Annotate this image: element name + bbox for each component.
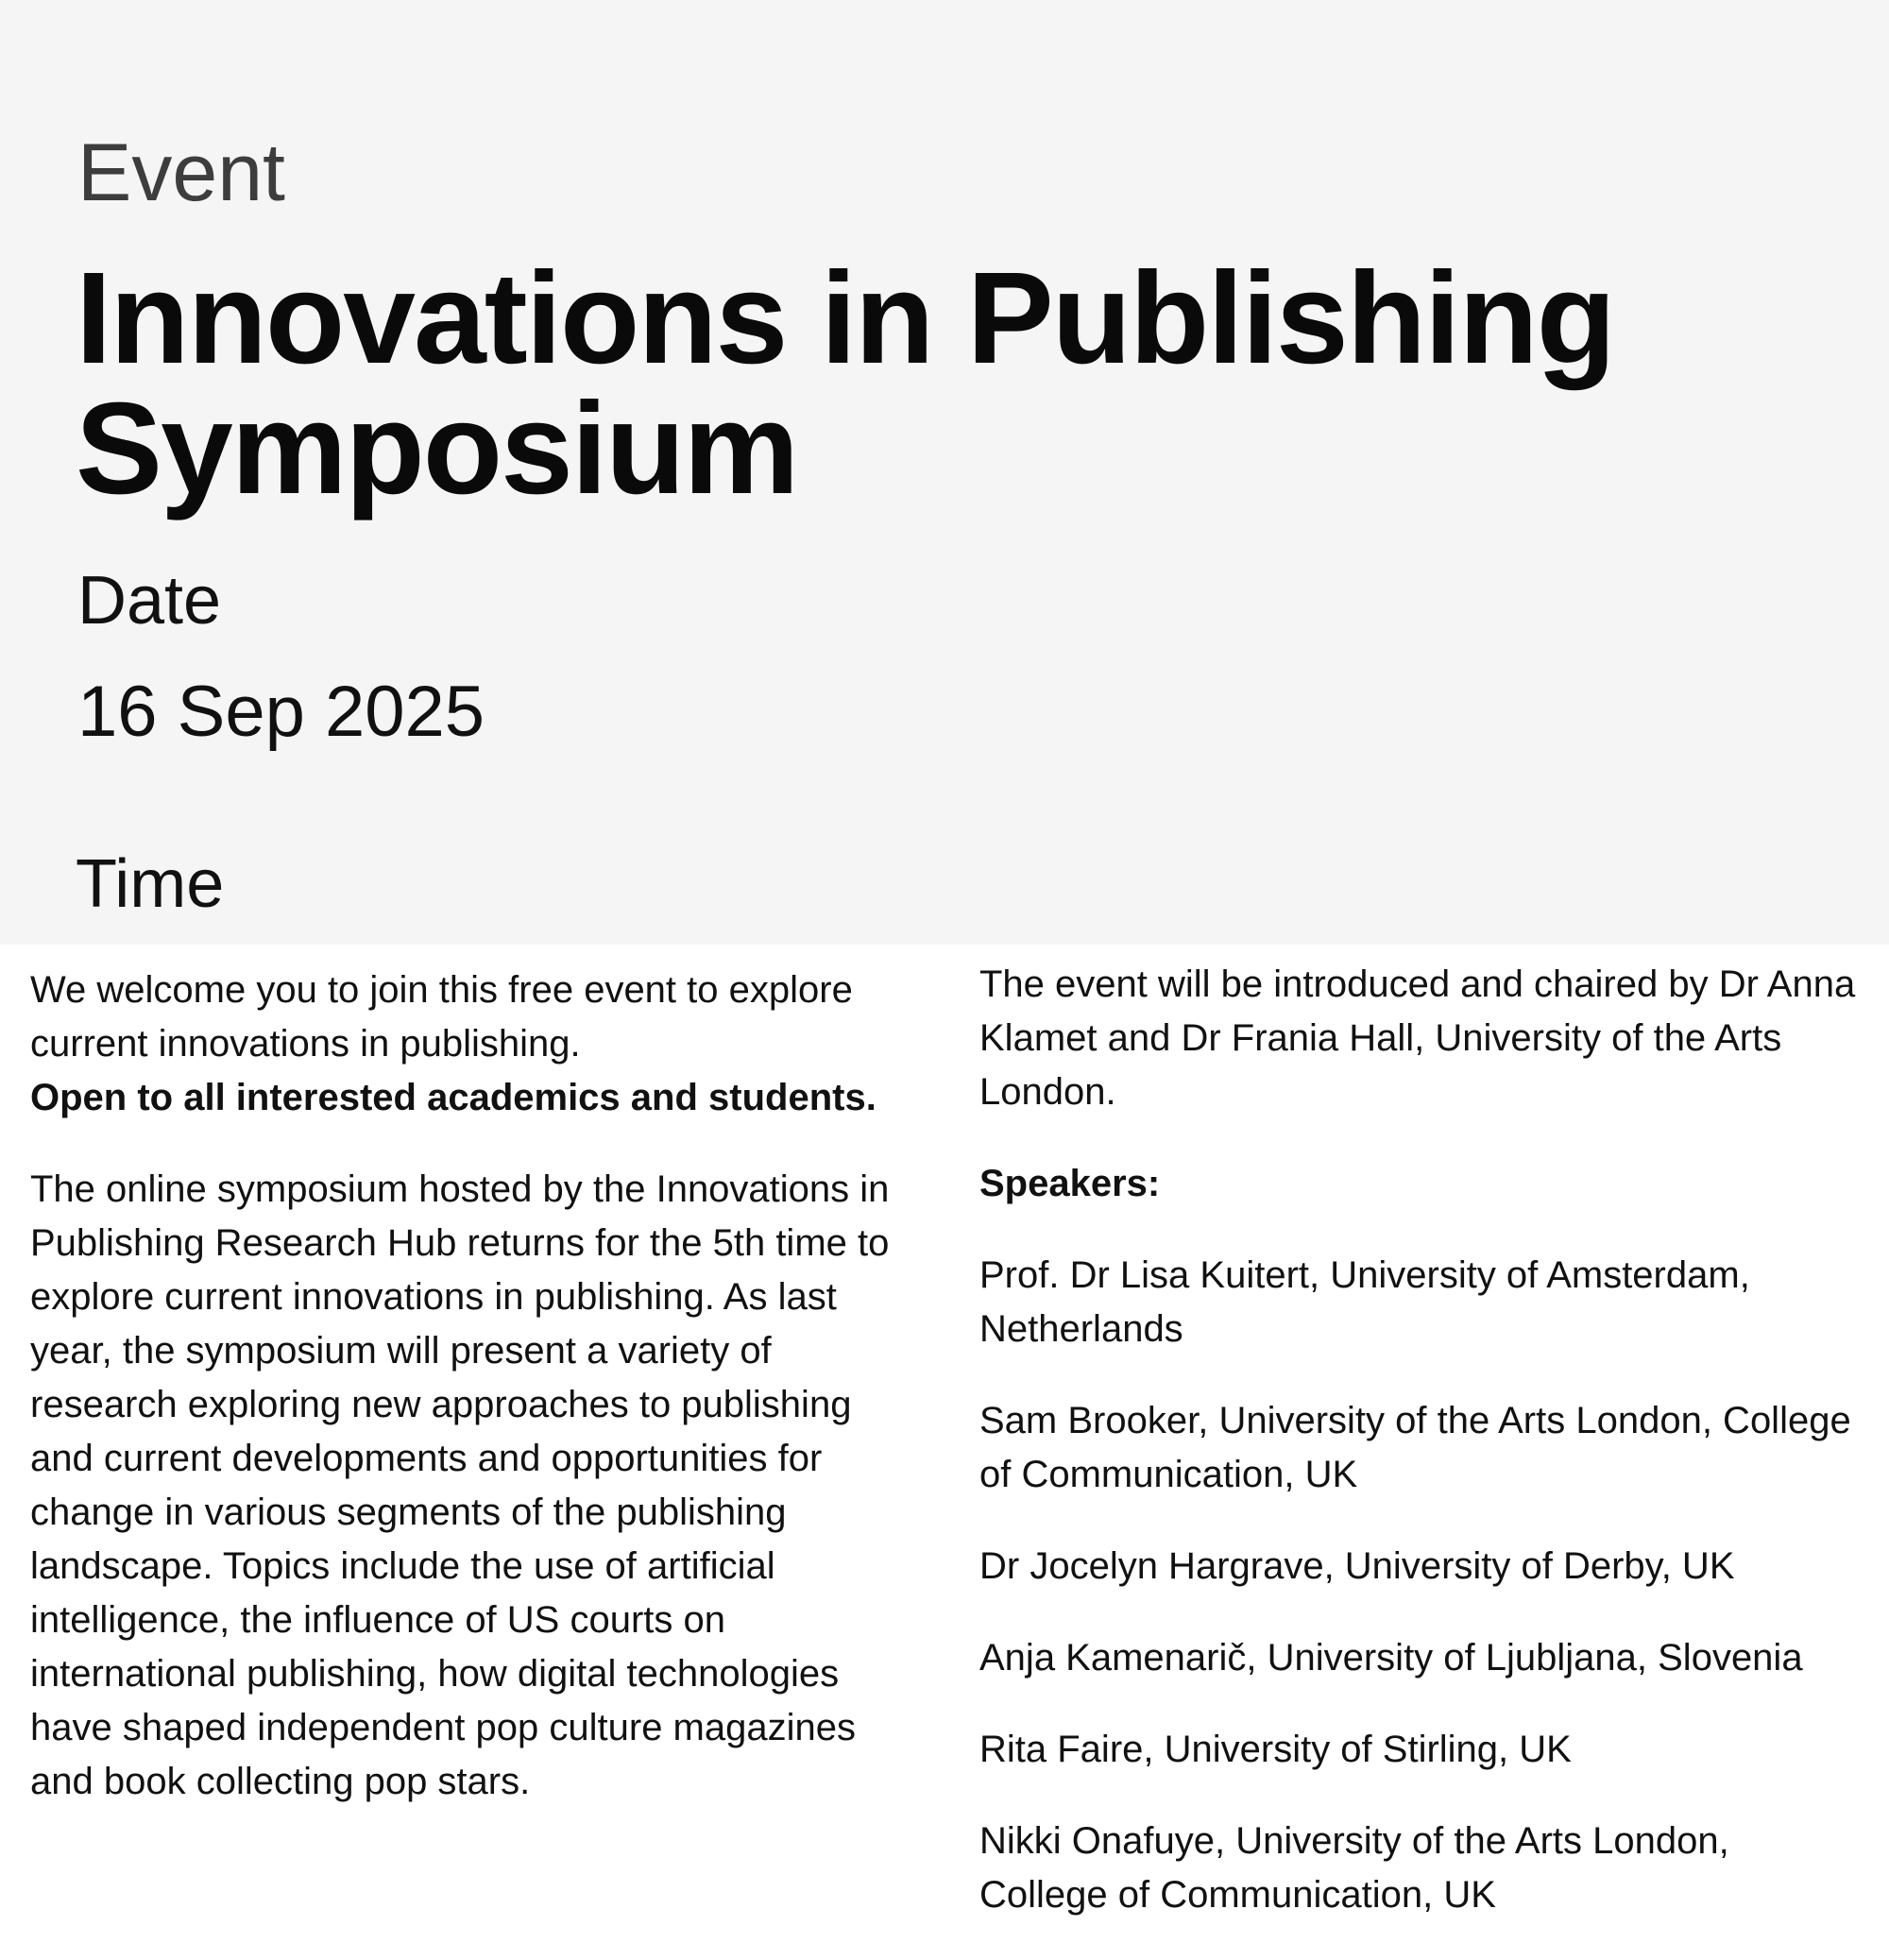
speaker-list — [979, 1249, 1867, 1922]
event-title: Innovations in Publishing Symposium — [76, 246, 1614, 521]
date-label: Date — [77, 563, 222, 639]
speaker-item: Dr Jocelyn Hargrave, University of Derby, UK — [979, 1545, 1735, 1587]
time-label: Time — [76, 846, 225, 922]
speaker-item: Prof. Dr Lisa Kuitert, University of Amsterdam, Netherlands — [979, 1254, 1750, 1350]
date-value: 16 Sep 2025 — [77, 672, 485, 752]
speaker-item: Sam Brooker, University of the Arts London, College of Communication, UK — [979, 1400, 1851, 1495]
intro-paragraph: We welcome you to join this free event to explore current innovations in publishing. — [30, 969, 853, 1065]
speaker-item: Nikki Onafuye, University of the Arts London, College of Communication, UK — [979, 1820, 1729, 1916]
speakers-heading: Speakers: — [979, 1163, 1161, 1204]
speaker-item: Rita Faire, University of Stirling, UK — [979, 1729, 1572, 1770]
description-column — [30, 963, 918, 1847]
speaker-item: Anja Kamenarič, University of Ljubljana, Slovenia — [979, 1637, 1803, 1679]
speakers-column — [979, 958, 1867, 1960]
event-header — [0, 0, 1889, 945]
description-paragraph: The online symposium hosted by the Innovations in Publishing Research Hub returns for the 5th time to explore current innovations in publishing. As last year, the symposium will present a variety of research exploring new approaches to publishing and current developments and opportunities for change in various segments of the publishing landscape. Topics include the use of artificial intelligence, the influence of US courts on international publishing, how digital technologies have shaped independent pop culture magazines and book collecting pop stars. — [30, 1168, 890, 1802]
chairs-paragraph: The event will be introduced and chaired by Dr Anna Klamet and Dr Frania Hall, University of the Arts London. — [979, 963, 1856, 1113]
event-eyebrow: Event — [77, 128, 285, 218]
audience-note: Open to all interested academics and students. — [30, 1077, 876, 1118]
